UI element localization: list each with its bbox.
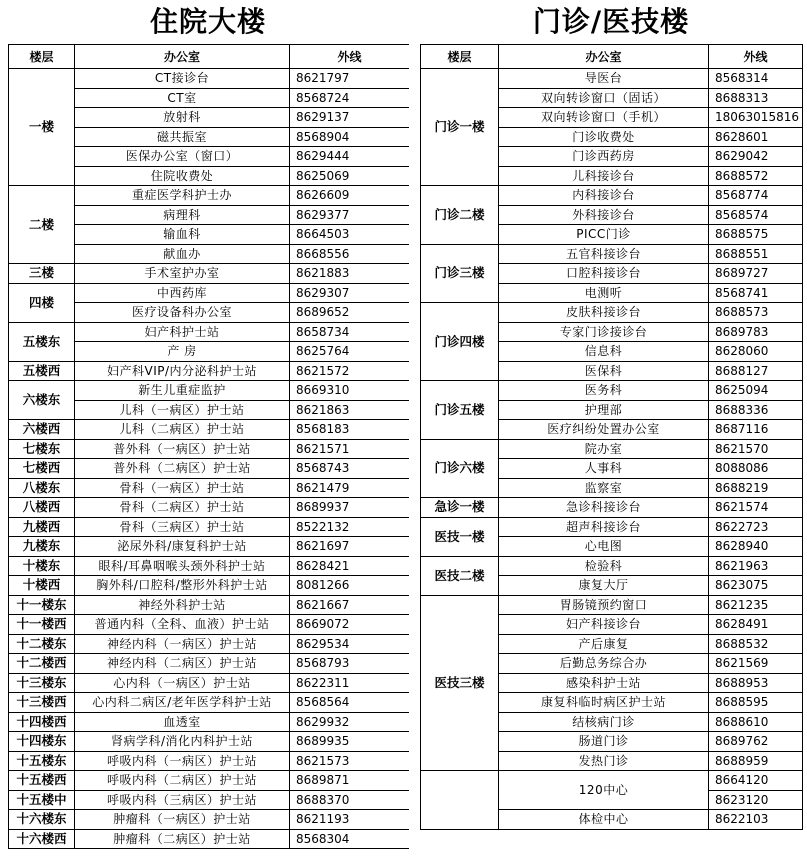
phone-cell: 8629534 [290, 634, 410, 654]
office-cell: 心电图 [499, 537, 709, 557]
floor-cell: 门诊四楼 [421, 303, 499, 381]
table-row [9, 381, 410, 401]
office-cell: 门诊西药房 [499, 147, 709, 167]
floor-cell: 十一楼东 [9, 595, 75, 615]
floor-cell: 十一楼西 [9, 615, 75, 635]
office-cell: 医保办公室（窗口） [75, 147, 290, 167]
table-row [9, 322, 410, 342]
table-row [9, 732, 410, 752]
phone-cell: 8688572 [709, 166, 803, 186]
phone-cell: 8568774 [709, 186, 803, 206]
office-cell: 儿科接诊台 [499, 166, 709, 186]
table-row [9, 673, 410, 693]
office-cell: 心内科二病区/老年医学科护士站 [75, 693, 290, 713]
phone-cell: 8664503 [290, 225, 410, 245]
phone-cell: 8621963 [709, 556, 803, 576]
table-row [9, 283, 410, 303]
phone-cell: 8622311 [290, 673, 410, 693]
table-row [9, 69, 410, 89]
phone-cell: 8688551 [709, 244, 803, 264]
phone-cell: 8568564 [290, 693, 410, 713]
office-cell: 电测听 [499, 283, 709, 303]
office-cell: 呼吸内科（二病区）护士站 [75, 771, 290, 791]
floor-cell: 十楼东 [9, 556, 75, 576]
office-cell: 磁共振室 [75, 127, 290, 147]
office-cell: 眼科/耳鼻咽喉头颈外科护士站 [75, 556, 290, 576]
office-cell: 内科接诊台 [499, 186, 709, 206]
table-row [421, 595, 803, 615]
floor-cell: 三楼 [9, 264, 75, 284]
phone-cell: 8568724 [290, 88, 410, 108]
office-cell: 信息科 [499, 342, 709, 362]
office-cell: 手术室护办室 [75, 264, 290, 284]
phone-cell: 8568304 [290, 829, 410, 849]
floor-cell: 门诊三楼 [421, 244, 499, 303]
phone-cell: 8628491 [709, 615, 803, 635]
table-row [9, 771, 410, 791]
office-cell: 五官科接诊台 [499, 244, 709, 264]
phone-cell: 8621569 [709, 654, 803, 674]
floor-cell: 医技一楼 [421, 517, 499, 556]
floor-cell: 九楼西 [9, 517, 75, 537]
phone-cell: 8622103 [709, 810, 803, 830]
office-cell: 输血科 [75, 225, 290, 245]
table-row [9, 517, 410, 537]
phone-cell: 8626609 [290, 186, 410, 206]
phone-cell: 8688573 [709, 303, 803, 323]
phone-cell: 8522132 [290, 517, 410, 537]
table-row [9, 810, 410, 830]
table-row [9, 537, 410, 557]
floor-cell: 五楼西 [9, 361, 75, 381]
phone-cell: 8688953 [709, 673, 803, 693]
table-row [9, 459, 410, 479]
office-cell: 肠道门诊 [499, 732, 709, 752]
office-cell: 病理科 [75, 205, 290, 225]
office-cell: 妇产科接诊台 [499, 615, 709, 635]
table-header-row [9, 45, 410, 69]
office-cell: CT室 [75, 88, 290, 108]
phone-cell: 8688313 [709, 88, 803, 108]
outpatient-building-title: 门诊/医技楼 [532, 5, 690, 38]
phone-cell: 8621797 [290, 69, 410, 89]
phone-cell: 8621570 [709, 439, 803, 459]
office-cell: 医疗设备科办公室 [75, 303, 290, 323]
office-cell: 监察室 [499, 478, 709, 498]
table-row [9, 790, 410, 810]
table-row [421, 771, 803, 791]
floor-cell: 十二楼西 [9, 654, 75, 674]
office-cell: 普通内科（全科、血液）护士站 [75, 615, 290, 635]
phone-cell: 8621697 [290, 537, 410, 557]
outpatient-phone-table [420, 44, 803, 830]
office-cell: 口腔科接诊台 [499, 264, 709, 284]
office-header: 办公室 [499, 45, 709, 69]
phone-cell: 8625094 [709, 381, 803, 401]
office-cell: 神经内科（一病区）护士站 [75, 634, 290, 654]
floor-cell: 门诊二楼 [421, 186, 499, 245]
floor-cell: 六楼东 [9, 381, 75, 420]
phone-cell: 8621667 [290, 595, 410, 615]
floor-cell: 医技三楼 [421, 595, 499, 771]
table-row [9, 829, 410, 849]
phone-cell: 8628601 [709, 127, 803, 147]
phone-cell: 8621883 [290, 264, 410, 284]
floor-cell: 二楼 [9, 186, 75, 264]
office-header: 办公室 [75, 45, 290, 69]
office-cell: 普外科（一病区）护士站 [75, 439, 290, 459]
table-row [421, 381, 803, 401]
table-row [9, 693, 410, 713]
floor-header: 楼层 [9, 45, 75, 69]
phone-cell: 8623075 [709, 576, 803, 596]
phone-cell: 8622723 [709, 517, 803, 537]
office-cell: 导医台 [499, 69, 709, 89]
office-cell: 护理部 [499, 400, 709, 420]
phone-cell: 8621571 [290, 439, 410, 459]
office-cell: 产后康复 [499, 634, 709, 654]
office-cell: 妇产科VIP/内分泌科护士站 [75, 361, 290, 381]
floor-cell: 七楼西 [9, 459, 75, 479]
phone-cell: 8689652 [290, 303, 410, 323]
floor-cell [421, 771, 499, 830]
phone-cell: 8689871 [290, 771, 410, 791]
office-cell: 人事科 [499, 459, 709, 479]
phone-cell: 18063015816 [709, 108, 803, 128]
table-separator [409, 44, 420, 861]
phone-cell: 8568904 [290, 127, 410, 147]
phone-cell: 8669072 [290, 615, 410, 635]
floor-cell: 六楼西 [9, 420, 75, 440]
phone-cell: 8688959 [709, 751, 803, 771]
table-row [9, 654, 410, 674]
table-row [9, 478, 410, 498]
office-cell: 肿瘤科（一病区）护士站 [75, 810, 290, 830]
phone-cell: 8568183 [290, 420, 410, 440]
phone-cell: 8669310 [290, 381, 410, 401]
phone-cell: 8621479 [290, 478, 410, 498]
office-cell: 发热门诊 [499, 751, 709, 771]
phone-cell: 8629307 [290, 283, 410, 303]
floor-header: 楼层 [421, 45, 499, 69]
phone-cell: 8658734 [290, 322, 410, 342]
floor-cell: 九楼东 [9, 537, 75, 557]
office-cell: PICC门诊 [499, 225, 709, 245]
table-header-row [421, 45, 803, 69]
floor-cell: 十三楼东 [9, 673, 75, 693]
table-row [421, 69, 803, 89]
phone-cell: 8621863 [290, 400, 410, 420]
office-cell: 院办室 [499, 439, 709, 459]
phone-cell: 8568793 [290, 654, 410, 674]
phone-cell: 8628421 [290, 556, 410, 576]
phone-header: 外线 [290, 45, 410, 69]
phone-cell: 8689762 [709, 732, 803, 752]
floor-cell: 八楼西 [9, 498, 75, 518]
floor-cell: 五楼东 [9, 322, 75, 361]
office-cell: 胸外科/口腔科/整形外科护士站 [75, 576, 290, 596]
office-cell: 双向转诊窗口（手机） [499, 108, 709, 128]
floor-cell: 十四楼东 [9, 732, 75, 752]
phone-cell: 8668556 [290, 244, 410, 264]
table-row [9, 498, 410, 518]
office-cell: 胃肠镜预约窗口 [499, 595, 709, 615]
phone-cell: 8688532 [709, 634, 803, 654]
office-cell: 儿科（二病区）护士站 [75, 420, 290, 440]
phone-cell: 8568743 [290, 459, 410, 479]
floor-cell: 十二楼东 [9, 634, 75, 654]
office-cell: 呼吸内科（三病区）护士站 [75, 790, 290, 810]
phone-header: 外线 [709, 45, 803, 69]
inpatient-phone-table [8, 44, 410, 849]
phone-cell: 8687116 [709, 420, 803, 440]
floor-cell: 四楼 [9, 283, 75, 322]
floor-cell: 十三楼西 [9, 693, 75, 713]
office-cell: 康复大厅 [499, 576, 709, 596]
table-row [9, 556, 410, 576]
office-cell: 心内科（一病区）护士站 [75, 673, 290, 693]
table-row [421, 244, 803, 264]
floor-cell: 门诊五楼 [421, 381, 499, 440]
phone-cell: 8688219 [709, 478, 803, 498]
office-cell: 骨科（一病区）护士站 [75, 478, 290, 498]
office-cell: 120中心 [499, 771, 709, 810]
phone-cell: 8689937 [290, 498, 410, 518]
floor-cell: 八楼东 [9, 478, 75, 498]
table-row [421, 439, 803, 459]
table-row [9, 420, 410, 440]
floor-cell: 十四楼西 [9, 712, 75, 732]
office-cell: 肿瘤科（二病区）护士站 [75, 829, 290, 849]
phone-cell: 8625764 [290, 342, 410, 362]
phone-cell: 8568574 [709, 205, 803, 225]
floor-cell: 门诊一楼 [421, 69, 499, 186]
office-cell: 献血办 [75, 244, 290, 264]
floor-cell: 门诊六楼 [421, 439, 499, 498]
floor-cell: 十五楼西 [9, 771, 75, 791]
phone-cell: 8688127 [709, 361, 803, 381]
phone-cell: 8664120 [709, 771, 803, 791]
inpatient-table-body [9, 69, 410, 849]
phone-cell: 8629137 [290, 108, 410, 128]
office-cell: 呼吸内科（一病区）护士站 [75, 751, 290, 771]
office-cell: 结核病门诊 [499, 712, 709, 732]
table-row [9, 361, 410, 381]
table-row [421, 303, 803, 323]
floor-cell: 七楼东 [9, 439, 75, 459]
office-cell: 重症医学科护士办 [75, 186, 290, 206]
office-cell: 骨科（三病区）护士站 [75, 517, 290, 537]
office-cell: 产 房 [75, 342, 290, 362]
table-row [421, 517, 803, 537]
floor-cell: 一楼 [9, 69, 75, 186]
phone-cell: 8081266 [290, 576, 410, 596]
floor-cell: 医技二楼 [421, 556, 499, 595]
floor-cell: 十五楼中 [9, 790, 75, 810]
floor-cell: 十六楼东 [9, 810, 75, 830]
office-cell: 儿科（一病区）护士站 [75, 400, 290, 420]
phone-cell: 8621235 [709, 595, 803, 615]
office-cell: 新生儿重症监护 [75, 381, 290, 401]
phone-cell: 8629377 [290, 205, 410, 225]
table-row [9, 186, 410, 206]
office-cell: 检验科 [499, 556, 709, 576]
office-cell: 住院收费处 [75, 166, 290, 186]
floor-cell: 十楼西 [9, 576, 75, 596]
table-row [421, 556, 803, 576]
phone-cell: 8621574 [709, 498, 803, 518]
office-cell: 神经外科护士站 [75, 595, 290, 615]
floor-cell: 十六楼西 [9, 829, 75, 849]
office-cell: 骨科（二病区）护士站 [75, 498, 290, 518]
phone-cell: 8629444 [290, 147, 410, 167]
office-cell: 感染科护士站 [499, 673, 709, 693]
table-row [9, 264, 410, 284]
table-row [9, 712, 410, 732]
phone-cell: 8621572 [290, 361, 410, 381]
table-row [9, 751, 410, 771]
phone-cell: 8629932 [290, 712, 410, 732]
office-cell: 放射科 [75, 108, 290, 128]
office-cell: 双向转诊窗口（固话） [499, 88, 709, 108]
office-cell: CT接诊台 [75, 69, 290, 89]
office-cell: 急诊科接诊台 [499, 498, 709, 518]
office-cell: 专家门诊接诊台 [499, 322, 709, 342]
phone-cell: 8689727 [709, 264, 803, 284]
table-row [421, 186, 803, 206]
phone-cell: 8625069 [290, 166, 410, 186]
phone-cell: 8688370 [290, 790, 410, 810]
phone-cell: 8688595 [709, 693, 803, 713]
office-cell: 医保科 [499, 361, 709, 381]
floor-cell: 十五楼东 [9, 751, 75, 771]
office-cell: 妇产科护士站 [75, 322, 290, 342]
office-cell: 医务科 [499, 381, 709, 401]
office-cell: 皮肤科接诊台 [499, 303, 709, 323]
office-cell: 泌尿外科/康复科护士站 [75, 537, 290, 557]
table-row [9, 615, 410, 635]
office-cell: 门诊收费处 [499, 127, 709, 147]
office-cell: 体检中心 [499, 810, 709, 830]
phone-cell: 8628060 [709, 342, 803, 362]
office-cell: 中西药库 [75, 283, 290, 303]
phone-cell: 8688336 [709, 400, 803, 420]
phone-cell: 8628940 [709, 537, 803, 557]
phone-cell: 8623120 [709, 790, 803, 810]
office-cell: 医疗纠纷处置办公室 [499, 420, 709, 440]
office-cell: 神经内科（二病区）护士站 [75, 654, 290, 674]
table-row [9, 439, 410, 459]
phone-cell: 8689783 [709, 322, 803, 342]
phone-cell: 8688575 [709, 225, 803, 245]
office-cell: 肾病学科/消化内科护士站 [75, 732, 290, 752]
phone-cell: 8568741 [709, 283, 803, 303]
table-row [9, 634, 410, 654]
inpatient-building-title: 住院大楼 [149, 5, 266, 38]
office-cell: 后勤总务综合办 [499, 654, 709, 674]
office-cell: 外科接诊台 [499, 205, 709, 225]
phone-cell: 8688610 [709, 712, 803, 732]
phone-cell: 8568314 [709, 69, 803, 89]
phone-cell: 8629042 [709, 147, 803, 167]
phone-cell: 8621193 [290, 810, 410, 830]
table-row [9, 595, 410, 615]
phone-cell: 8689935 [290, 732, 410, 752]
table-row [421, 498, 803, 518]
outpatient-table-body [421, 69, 803, 830]
office-cell: 超声科接诊台 [499, 517, 709, 537]
office-cell: 血透室 [75, 712, 290, 732]
floor-cell: 急诊一楼 [421, 498, 499, 518]
phone-cell: 8621573 [290, 751, 410, 771]
table-row [9, 576, 410, 596]
phone-cell: 8088086 [709, 459, 803, 479]
office-cell: 康复科临时病区护士站 [499, 693, 709, 713]
office-cell: 普外科（二病区）护士站 [75, 459, 290, 479]
